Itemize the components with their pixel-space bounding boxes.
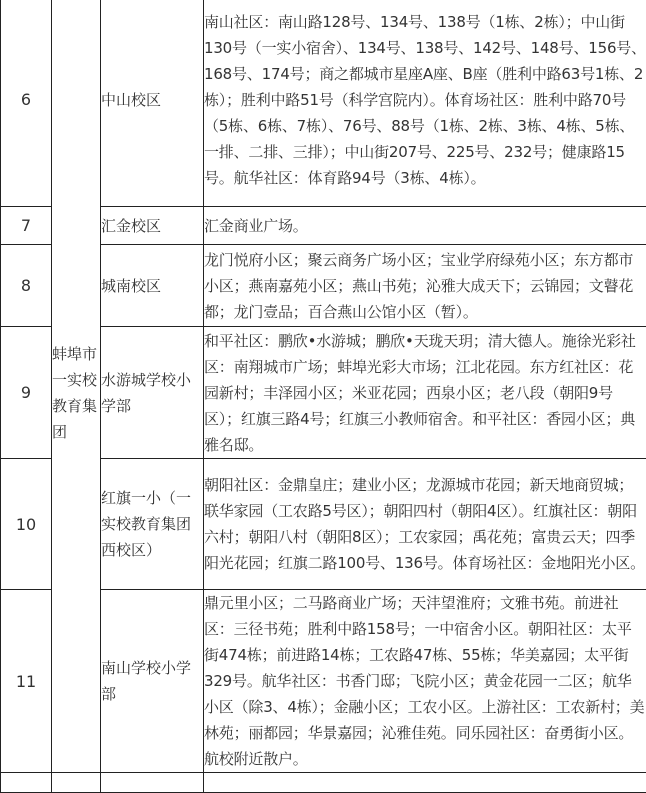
table-row-partial [1,773,646,793]
row-number: 8 [1,245,52,327]
row-number: 9 [1,327,52,459]
enrollment-area: 和平社区：鹏欣•水游城；鹏欣•天珑天玥；清大德人。施徐光彩社区：南翔城市广场；蚌埠光彩大市场；江北花园。东方红社区：花园新村；丰泽园小区；米亚花园；西泉小区；老八段（朝阳9号区）；红旗三路4号；红旗三小教师宿舍。和平社区：香园小区；典雅名邸。 [204,327,646,459]
campus-name: 汇金校区 [101,207,204,245]
campus-name: 红旗一小（一实校教育集团西校区） [101,459,204,590]
enrollment-area: 南山社区：南山路128号、134号、138号（1栋、2栋）；中山街130号（一实小宿舍）、134号、138号、142号、148号、156号、168号、174号；商之都城市星座A座、B座（胜利中路63号1栋、2栋）；胜利中路51号（科学宫院内）。体育场社区：胜利中路70号（5栋、6栋、7栋）、76号、88号（1栋、2栋、3栋、4栋、5栋、一排、二排、三排）；中山街207号、225号、232号；健康路15号。航华社区：体育路94号（3栋、4栋）。 [204,0,646,207]
table-row [1,0,646,207]
campus-name: 水游城学校小学部 [101,327,204,459]
row-number: 10 [1,459,52,590]
enrollment-area: 鼎元里小区；二马路商业广场；天沣望淮府；文雅书苑。前进社区：三径书苑；胜利中路158号；一中宿舍小区。朝阳社区：太平街474栋；前进路14栋；工农路47栋、55栋；华美嘉园；太平街329号。航华社区：书香门邸；飞院小区；黄金花园一二区；航华小区（除3、4栋）；金融小区；工农小区。上游社区：工农新村；美林苑；丽都园；华景嘉园；沁雅佳苑。同乐园社区：奋勇街小区。航校附近散户。 [204,590,646,773]
campus-name: 城南校区 [101,245,204,327]
row-number: 11 [1,590,52,773]
enrollment-area: 汇金商业广场。 [204,207,646,245]
row-number: 7 [1,207,52,245]
empty-cell [1,773,52,793]
empty-cell [101,773,204,793]
enrollment-area: 龙门悦府小区；聚云商务广场小区；宝业学府绿苑小区；东方都市小区；燕南嘉苑小区；燕山书苑；沁雅大成天下；云锦园；文瞽花都；龙门壹品；百合燕山公馆小区（暂）。 [204,245,646,327]
campus-name: 中山校区 [101,0,204,207]
empty-cell [204,773,646,793]
empty-cell [52,773,101,793]
enrollment-area: 朝阳社区：金鼎皇庄；建业小区；龙源城市花园；新天地商贸城；联华家园（工农路5号区）；朝阳四村（朝阳4区）。红旗社区：朝阳六村；朝阳八村（朝阳8区）；工农家园；禹花苑；富贵云天；四季阳光花园；红旗二路100号、136号。体育场社区：金地阳光小区。 [204,459,646,590]
group-name-cell: 蚌埠市一实校教育集团 [52,0,101,773]
row-number: 6 [1,0,52,207]
campus-name: 南山学校小学部 [101,590,204,773]
